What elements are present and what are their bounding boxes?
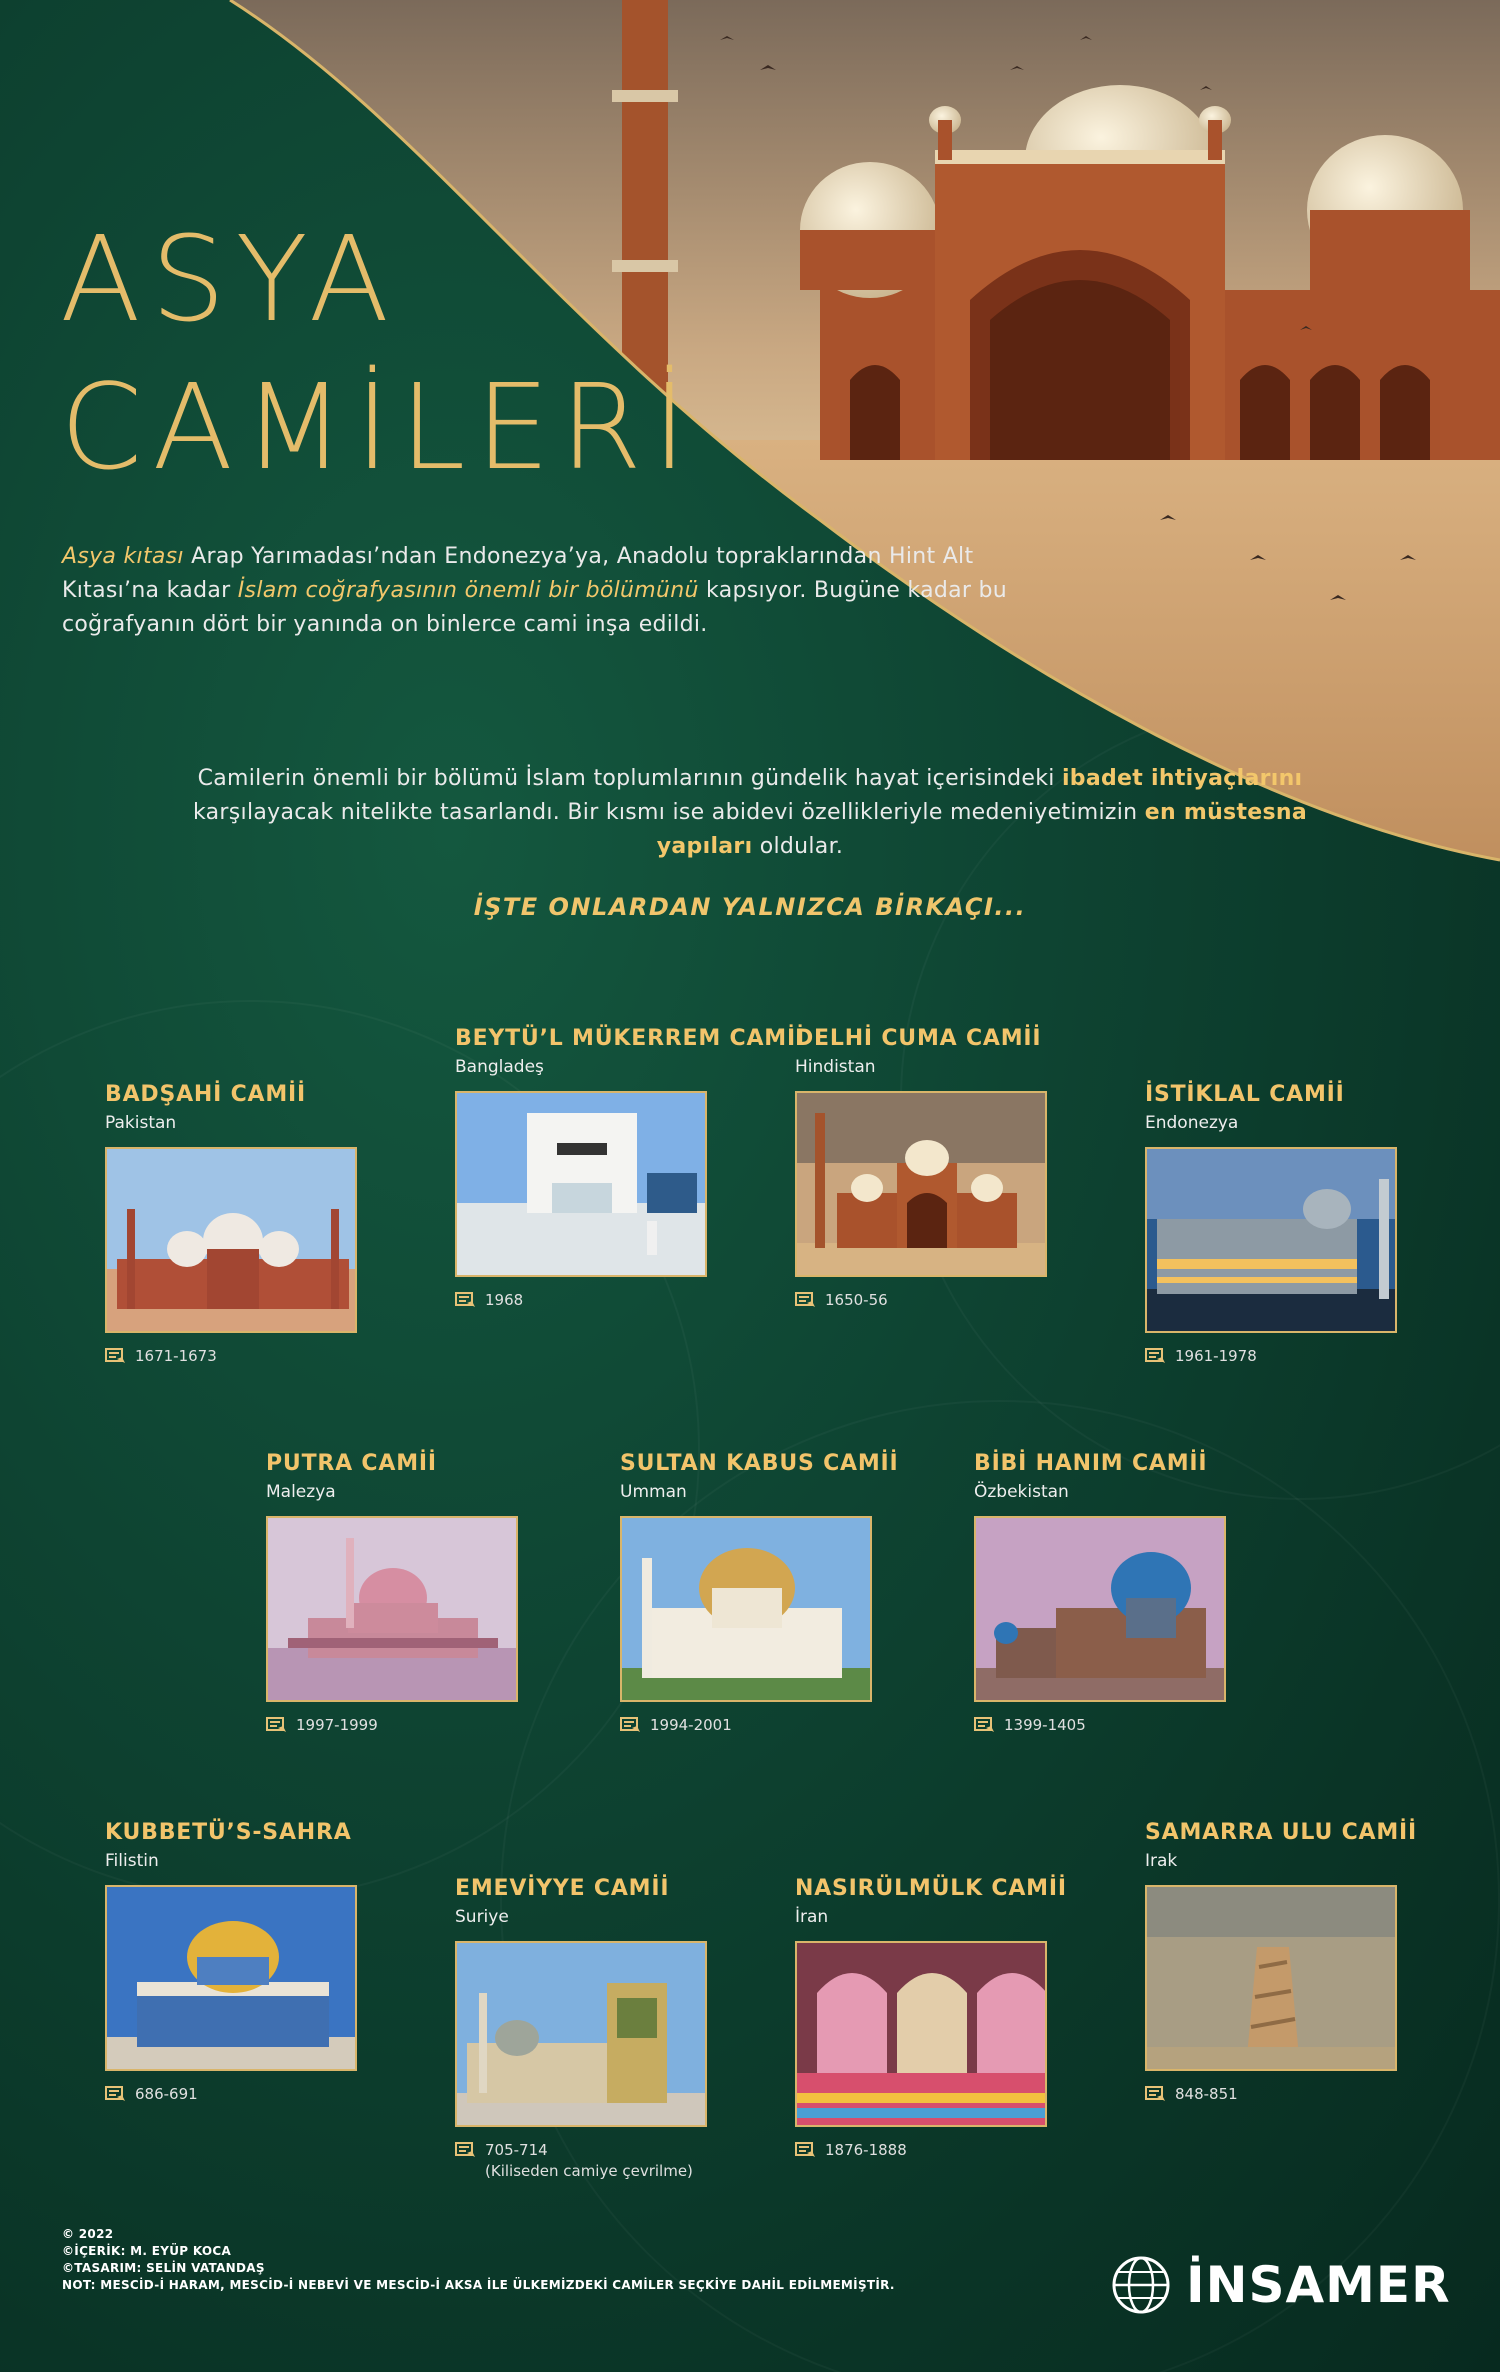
mosque-photo <box>455 1941 707 2127</box>
mosque-country: Özbekistan <box>974 1482 1069 1502</box>
content-credit: ©İÇERİK: M. EYÜP KOCA <box>62 2244 232 2258</box>
years-value: 1650-56 <box>825 1291 888 1309</box>
mosque-photo <box>105 1885 357 2071</box>
calendar-icon <box>620 1716 642 1734</box>
calendar-icon <box>266 1716 288 1734</box>
footer-note: NOT: MESCİD-İ HARAM, MESCİD-İ NEBEVİ VE MESCİD-İ AKSA İLE ÜLKEMİZDEKİ CAMİLER SEÇKİYE DAHİL EDİLMEMİŞTİR. <box>62 2278 895 2292</box>
years-text <box>825 2141 907 2159</box>
mosque-name: EMEVİYYE CAMİİ <box>455 1876 670 1901</box>
mid-paragraph <box>150 762 1350 864</box>
years-value: 1671-1673 <box>135 1347 217 1365</box>
calendar-icon <box>455 2141 477 2159</box>
mosque-card <box>795 1026 1047 1309</box>
years-value: 1997-1999 <box>296 1716 378 1734</box>
mosque-country: Suriye <box>455 1907 509 1927</box>
mosque-years <box>974 1716 1226 1734</box>
calendar-icon <box>1145 2085 1167 2103</box>
mosque-years <box>620 1716 872 1734</box>
years-text <box>1175 2085 1238 2103</box>
mosque-card <box>1145 1820 1418 2103</box>
years-value: 686-691 <box>135 2085 198 2103</box>
insamer-logo <box>1110 2250 1451 2320</box>
mosque-name: SULTAN KABUS CAMİİ <box>620 1451 899 1476</box>
mosque-years <box>1145 1347 1397 1365</box>
years-text <box>1175 1347 1257 1365</box>
mid-highlight: en müstesna yapıları <box>656 800 1307 859</box>
mosque-card <box>620 1451 899 1734</box>
mosque-country: Bangladeş <box>455 1057 544 1077</box>
years-text <box>485 2141 693 2180</box>
mosque-photo <box>795 1091 1047 1277</box>
years-text <box>1004 1716 1086 1734</box>
copyright-text: © 2022 <box>62 2227 114 2241</box>
mosque-years <box>266 1716 518 1734</box>
globe-icon <box>1110 2254 1172 2316</box>
years-value: 1994-2001 <box>650 1716 732 1734</box>
mosque-years <box>1145 2085 1397 2103</box>
mosque-photo <box>1145 1885 1397 2071</box>
mosque-country: Hindistan <box>795 1057 876 1077</box>
years-text <box>135 2085 198 2103</box>
years-value: 848-851 <box>1175 2085 1238 2103</box>
mosque-photo <box>620 1516 872 1702</box>
mosque-years <box>105 2085 357 2103</box>
years-text <box>825 1291 888 1309</box>
years-text <box>135 1347 217 1365</box>
page-title <box>60 205 697 501</box>
mosque-name: BEYTÜ’L MÜKERREM CAMİİ <box>455 1026 805 1051</box>
mosque-name: NASIRÜLMÜLK CAMİİ <box>795 1876 1067 1901</box>
mosque-name: BADŞAHİ CAMİİ <box>105 1082 307 1107</box>
mosque-card <box>1145 1082 1397 1365</box>
logo-text: İNSAMER <box>1186 2256 1451 2314</box>
calendar-icon <box>974 1716 996 1734</box>
mosque-card <box>455 1876 707 2180</box>
mosque-country: İran <box>795 1907 829 1927</box>
years-value: 1961-1978 <box>1175 1347 1257 1365</box>
mosque-photo <box>455 1091 707 1277</box>
years-value: 1968 <box>485 1291 524 1309</box>
years-value: 1876-1888 <box>825 2141 907 2159</box>
calendar-icon <box>455 1291 477 1309</box>
mid-highlight: ibadet ihtiyaçlarını <box>1061 766 1303 791</box>
years-value: 705-714 <box>485 2141 548 2159</box>
mosque-photo <box>1145 1147 1397 1333</box>
mid-text: Camilerin önemli bir bölümü İslam toplumlarının gündelik hayat içerisindeki <box>197 766 1062 791</box>
section-lead: İŞTE ONLARDAN YALNIZCA BİRKAÇI... <box>473 893 1027 921</box>
intro-highlight: Asya kıtası <box>62 544 184 569</box>
intro-text: kapsıyor. Bugüne kadar bu coğrafyanın dört bir yanında on binlerce cami inşa edildi. <box>62 578 1008 637</box>
mosque-name: BİBİ HANIM CAMİİ <box>974 1451 1208 1476</box>
mosque-name: KUBBETÜ’S-SAHRA <box>105 1820 352 1845</box>
calendar-icon <box>105 1347 127 1365</box>
title-line-2: CAMİLERİ <box>60 358 697 496</box>
calendar-icon <box>1145 1347 1167 1365</box>
mid-text: karşılayacak nitelikte tasarlandı. Bir kısmı ise abidevi özellikleriyle medeniyetimizin <box>193 800 1145 825</box>
design-credit: ©TASARIM: SELİN VATANDAŞ <box>62 2261 265 2275</box>
title-line-1: ASYA <box>60 210 400 348</box>
intro-paragraph <box>62 540 1042 642</box>
mosque-name: SAMARRA ULU CAMİİ <box>1145 1820 1418 1845</box>
mosque-country: Pakistan <box>105 1113 177 1133</box>
mosque-years <box>105 1347 357 1365</box>
mosque-name: DELHİ CUMA CAMİİ <box>795 1026 1042 1051</box>
years-note: (Kiliseden camiye çevrilme) <box>485 2162 693 2180</box>
mosque-photo <box>266 1516 518 1702</box>
years-text <box>485 1291 523 1309</box>
intro-highlight: İslam coğrafyasının önemli bir bölümünü <box>237 578 699 603</box>
mosque-card <box>455 1026 805 1309</box>
mosque-card <box>105 1820 357 2103</box>
calendar-icon <box>105 2085 127 2103</box>
mosque-years <box>795 1291 1047 1309</box>
intro-text: Arap Yarımadası’ndan Endonezya’ya, Anadolu topraklarından Hint Alt Kıtası’na kadar <box>62 544 974 603</box>
mosque-photo <box>105 1147 357 1333</box>
calendar-icon <box>795 1291 817 1309</box>
mosque-card <box>105 1082 357 1365</box>
mosque-name: İSTİKLAL CAMİİ <box>1145 1082 1345 1107</box>
mosque-photo <box>974 1516 1226 1702</box>
mosque-years <box>455 1291 707 1309</box>
mid-text: oldular. <box>752 834 844 859</box>
mosque-years <box>455 2141 707 2180</box>
mosque-years <box>795 2141 1047 2159</box>
mosque-card <box>795 1876 1067 2159</box>
footer-credits <box>62 2226 895 2294</box>
mosque-country: Irak <box>1145 1851 1178 1871</box>
mosque-country: Filistin <box>105 1851 159 1871</box>
years-value: 1399-1405 <box>1004 1716 1086 1734</box>
years-text <box>650 1716 732 1734</box>
mosque-country: Umman <box>620 1482 687 1502</box>
mosque-card <box>974 1451 1226 1734</box>
mosque-photo <box>795 1941 1047 2127</box>
mosque-country: Malezya <box>266 1482 336 1502</box>
calendar-icon <box>795 2141 817 2159</box>
years-text <box>296 1716 378 1734</box>
mosque-country: Endonezya <box>1145 1113 1239 1133</box>
mosque-name: PUTRA CAMİİ <box>266 1451 437 1476</box>
mosque-card <box>266 1451 518 1734</box>
